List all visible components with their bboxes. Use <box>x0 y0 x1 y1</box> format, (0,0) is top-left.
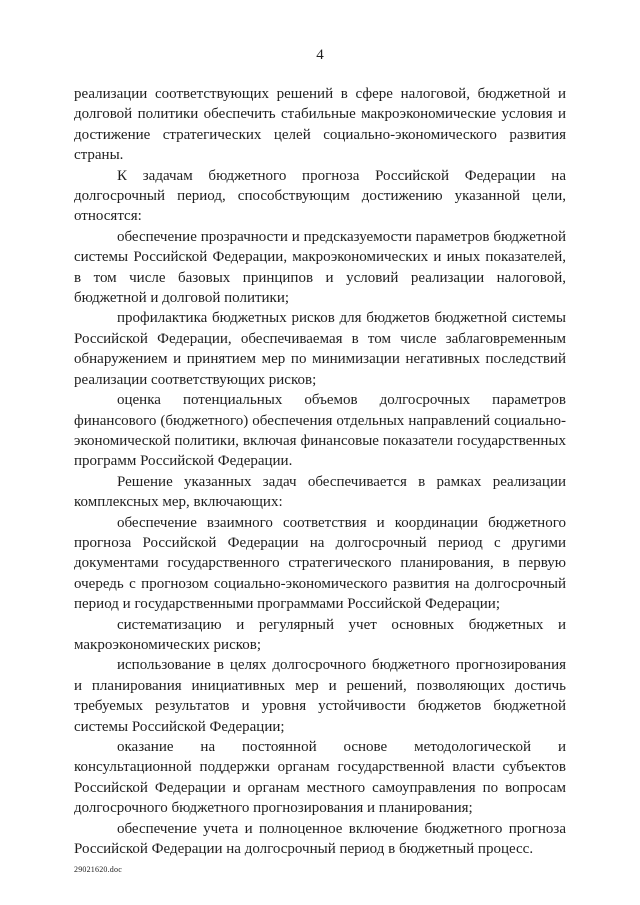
paragraph: обеспечение учета и полноценное включение бюджетного прогноза Российской Федерации на долгосрочный период в бюджетный процесс. <box>74 820 566 858</box>
paragraph: К задачам бюджетного прогноза Российской Федерации на долгосрочный период, способствующим достижению указанной цели, относятся: <box>74 167 566 225</box>
paragraph: реализации соответствующих решений в сфере налоговой, бюджетной и долговой политики обеспечить стабильные макроэкономические условия и достижение стратегических целей социально-экономического развития страны. <box>74 86 566 164</box>
paragraph: оценка потенциальных объемов долгосрочных параметров финансового (бюджетного) обеспечения отдельных направлений социально-экономической политики, включая финансовые показатели государственных программ Российской Федерации. <box>74 392 566 470</box>
document-filename: 29021620.doc <box>74 865 122 874</box>
document-body <box>74 84 566 859</box>
paragraph: Решение указанных задач обеспечивается в рамках реализации комплексных мер, включающих: <box>74 473 566 511</box>
paragraph: использование в целях долгосрочного бюджетного прогнозирования и планирования инициативных мер и решений, позволяющих достичь требуемых результатов и уровня устойчивости бюджетов бюджетной системы Российской Федерации; <box>74 657 566 735</box>
paragraph: обеспечение взаимного соответствия и координации бюджетного прогноза Российской Федерации на долгосрочный период с другими документами государственного стратегического планирования, в первую очередь с прогнозом социально-экономического развития на долгосрочный период и государственными программами Российской Федерации; <box>74 514 566 613</box>
page-number: 4 <box>316 47 324 63</box>
paragraph: оказание на постоянной основе методологической и консультационной поддержки органам государственной власти субъектов Российской Федерации и органам местного самоуправления по вопросам долгосрочного бюджетного прогнозирования и планирования; <box>74 739 566 817</box>
paragraph: систематизацию и регулярный учет основных бюджетных и макроэкономических рисков; <box>74 616 566 653</box>
paragraph: обеспечение прозрачности и предсказуемости параметров бюджетной системы Российской Федерации, макроэкономических и иных показателей, в том числе базовых принципов и условий реализации налоговой, бюджетной и долговой политики; <box>74 228 566 307</box>
paragraph: профилактика бюджетных рисков для бюджетов бюджетной системы Российской Федерации, обеспечиваемая в том числе заблаговременным обнаружением и принятием мер по минимизации негативных последствий реализации соответствующих рисков; <box>74 310 566 388</box>
